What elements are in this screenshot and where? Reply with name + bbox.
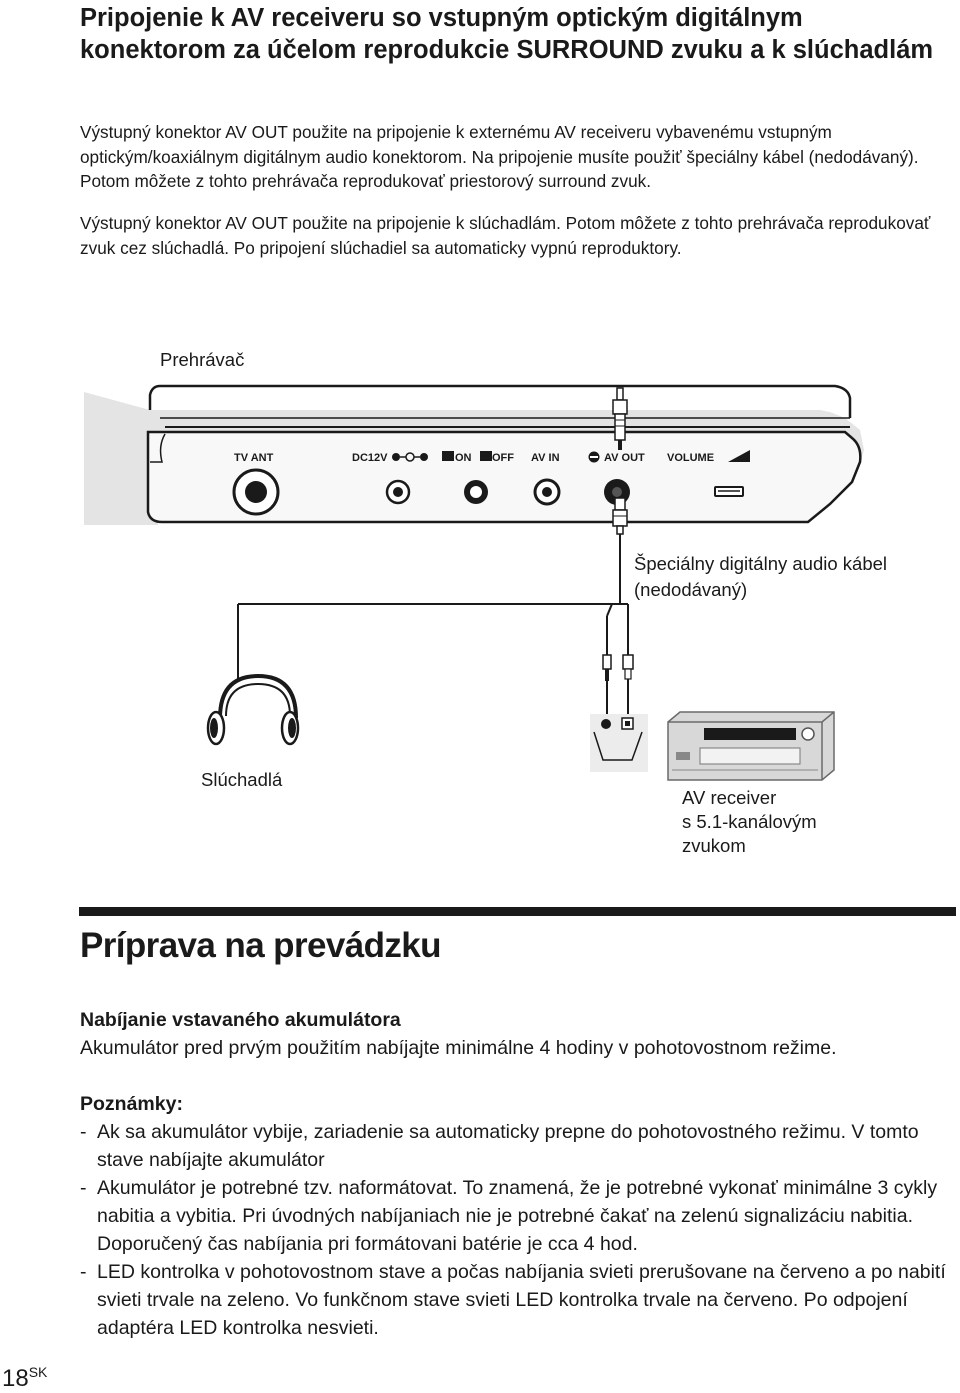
cable-plug: [613, 498, 627, 534]
port-label-tv-ant: TV ANT: [234, 452, 274, 464]
page-number-value: 18: [2, 1365, 29, 1392]
headphone-jack-icon: [589, 452, 600, 463]
cable-label-line1: Špeciálny digitálny audio kábel: [634, 553, 888, 574]
note-item: [80, 1174, 950, 1258]
receiver-paragraph: Výstupný konektor AV OUT použite na pripojenie k externému AV receiveru vybavenému vstupným optickým/koaxiálnym digitálnym audio konektorom. Na pripojenie musíte použiť špeciálny kábel (nedodávaný). Potom môžete z tohto prehrávača reprodukovať priestorový surround zvuk.: [80, 122, 919, 191]
switch-on-icon: [442, 451, 454, 461]
headphones-paragraph: Výstupný konektor AV OUT použite na pripojenie k slúchadlám. Potom môžete z tohto prehrávača reprodukovať zvuk cez slúchadlá. Po pripojení slúchadiel sa automaticky vypnú reproduktory.: [80, 213, 931, 258]
note-text: Ak sa akumulátor vybije, zariadenie sa automaticky prepne do pohotovostného režimu. V tomto stave nabíjajte akumulátor: [97, 1121, 919, 1171]
switch-off-icon: [480, 451, 492, 461]
audio-cable: [238, 534, 628, 682]
note-item: [80, 1118, 950, 1174]
section-title: Príprava na prevádzku: [80, 926, 441, 965]
tv-ant-jack: [234, 470, 278, 514]
note-bullet: -: [80, 1261, 87, 1283]
port-label-off: OFF: [492, 452, 514, 464]
player-label: Prehrávač: [160, 349, 245, 370]
page-title: Pripojenie k AV receiveru so vstupným optickým digitálnym konektorom za účelom reprodukcie SURROUND zvuku a k slúchadlám: [80, 4, 934, 64]
port-label-on: ON: [455, 452, 472, 464]
charge-text: Akumulátor pred prvým použitím nabíjajte minimálne 4 hodiny v pohotovostnom režime.: [80, 1037, 837, 1059]
power-switch: [464, 480, 488, 504]
receiver-label: [682, 786, 817, 858]
card-slot: [715, 487, 743, 496]
note-item: [80, 1258, 950, 1342]
top-plug: [613, 388, 627, 450]
note-text: Akumulátor je potrebné tzv. naformátovat. To znamená, že je potrebné vykonať minimálne 3 cykly nabitia a vybitia. Pri úvodných nabíjaniach nie je potrebné čakať na zelenú signalizáciu nabitia. Doporučený čas nabíjania pri formátovani batérie je cca 4 hod.: [97, 1177, 938, 1255]
notes-list: [80, 1118, 950, 1342]
cable-label: [634, 551, 887, 603]
port-label-av-in: AV IN: [531, 452, 560, 464]
charge-heading: Nabíjanie vstavaného akumulátora: [80, 1009, 401, 1031]
receiver-input-panel: [590, 714, 648, 772]
page-number: [2, 1358, 47, 1393]
receiver-label-line3: zvukom: [682, 835, 746, 856]
notes-heading: Poznámky:: [80, 1093, 183, 1115]
dc12v-jack: [387, 481, 409, 503]
port-label-av-out: AV OUT: [604, 452, 645, 464]
receiver-label-line2: s 5.1-kanálovým: [682, 811, 817, 832]
page-language-suffix: SK: [28, 1364, 48, 1380]
port-label-volume: VOLUME: [667, 452, 715, 464]
av-receiver-illustration: [668, 712, 834, 780]
headphones-label: Slúchadlá: [201, 769, 283, 790]
section-rule: [79, 907, 956, 916]
headphones-illustration: [208, 676, 298, 744]
av-in-jack: [535, 480, 559, 504]
note-bullet: -: [80, 1121, 87, 1143]
player-illustration: [84, 386, 864, 525]
note-bullet: -: [80, 1177, 87, 1199]
port-label-dc12v: DC12V: [352, 452, 388, 464]
receiver-label-line1: AV receiver: [682, 787, 777, 808]
note-text: LED kontrolka v pohotovostnom stave a počas nabíjania svieti prerušovane na červeno a po nabití svieti trvale na zeleno. Vo funkčnom stave svieti LED kontrolka trvale na červeno. Po odpojení adaptéra LED kontrolka nesvieti.: [97, 1261, 946, 1339]
receiver-plugs: [603, 655, 633, 716]
cable-label-line2: (nedodávaný): [634, 579, 748, 600]
